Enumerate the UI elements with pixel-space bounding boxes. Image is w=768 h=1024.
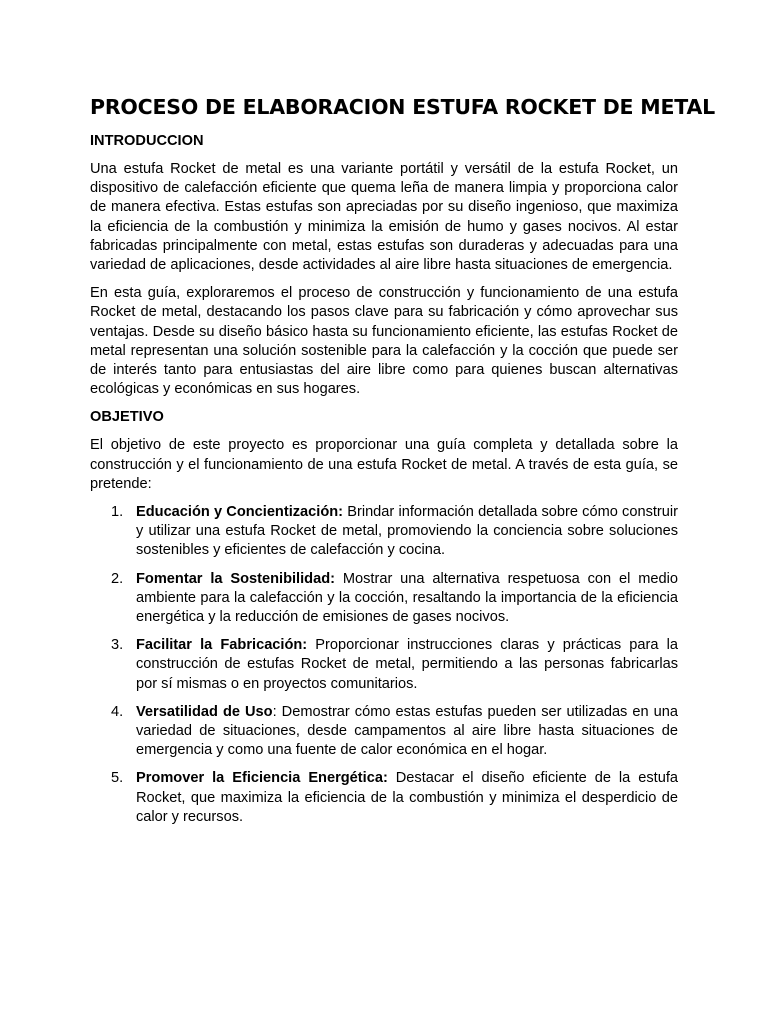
list-item-lead: Educación y Concientización: bbox=[136, 504, 344, 521]
section-heading-introduccion: INTRODUCCION bbox=[90, 133, 204, 149]
list-item-number: 3. bbox=[111, 637, 124, 654]
list-item-lead: Facilitar la Fabricación: bbox=[136, 637, 308, 654]
list-item-text: Proporcionar instrucciones claras y prácticas para la construcción de estufas Rocket de metal, permitiendo a las personas fabricarlas por sí mismas o en proyectos comunitarios. bbox=[136, 637, 678, 692]
intro-paragraph-2: En esta guía, exploraremos el proceso de construcción y funcionamiento de una estufa Rocket de metal, destacando los pasos clave para su fabricación y cómo aprovechar sus ventajas. Desde su diseño básico hasta su funcionamiento eficiente, las estufas Rocket de metal representan una solución sostenible para la calefacción y la cocción que puede ser de interés tanto para entusiastas del aire libre como para quienes buscan alternativas ecológicas y económicas en sus hogares. bbox=[90, 285, 678, 398]
list-item-number: 5. bbox=[111, 770, 124, 787]
list-item bbox=[90, 636, 678, 694]
list-item-number: 4. bbox=[111, 703, 124, 720]
document-title: PROCESO DE ELABORACION ESTUFA ROCKET DE METAL bbox=[90, 95, 715, 119]
list-item-number: 1. bbox=[111, 504, 124, 521]
list-item bbox=[90, 570, 678, 628]
document-page bbox=[90, 92, 715, 836]
list-item bbox=[90, 703, 678, 761]
objective-intro-paragraph: El objetivo de este proyecto es proporcionar una guía completa y detallada sobre la construcción y el funcionamiento de una estufa Rocket de metal. A través de esta guía, se pretende: bbox=[90, 437, 678, 492]
objectives-list bbox=[90, 503, 678, 827]
section-heading-objetivo: OBJETIVO bbox=[90, 409, 164, 426]
list-item-text: Destacar el diseño eficiente de la estufa Rocket, que maximiza la eficiencia de la combustión y minimiza el desperdicio de calor y recursos. bbox=[136, 770, 678, 825]
intro-paragraph-1: Una estufa Rocket de metal es una variante portátil y versátil de la estufa Rocket, un dispositivo de calefacción eficiente que quema leña de manera limpia y proporciona calor de manera efectiva. Estas estufas son apreciadas por su diseño ingenioso, que maximiza la eficiencia de la combustión y minimiza la emisión de humo y gases nocivos. Al estar fabricadas principalmente con metal, estas estufas son duraderas y adecuadas para una variedad de aplicaciones, desde actividades al aire libre hasta situaciones de emergencia. bbox=[90, 161, 678, 274]
list-item-lead: Versatilidad de Uso bbox=[136, 703, 273, 720]
list-item-number: 2. bbox=[111, 570, 124, 587]
list-item bbox=[90, 769, 678, 827]
list-item-lead: Promover la Eficiencia Energética: bbox=[136, 770, 388, 787]
list-item-lead: Fomentar la Sostenibilidad: bbox=[136, 570, 335, 587]
list-item-text: Mostrar una alternativa respetuosa con el medio ambiente para la calefacción y la cocción, resaltando la importancia de la eficiencia energética y la reducción de emisiones de gases nocivos. bbox=[136, 570, 678, 626]
list-item-text: : Demostrar cómo estas estufas pueden ser utilizadas en una variedad de situaciones, desde campamentos al aire libre hasta situaciones de emergencia y como una fuente de calor económica en el hogar. bbox=[136, 703, 678, 759]
list-item bbox=[90, 503, 678, 561]
list-item-text: Brindar información detallada sobre cómo construir y utilizar una estufa Rocket de metal, promoviendo la conciencia sobre soluciones sostenibles y eficientes de calefacción y cocina. bbox=[136, 504, 679, 559]
